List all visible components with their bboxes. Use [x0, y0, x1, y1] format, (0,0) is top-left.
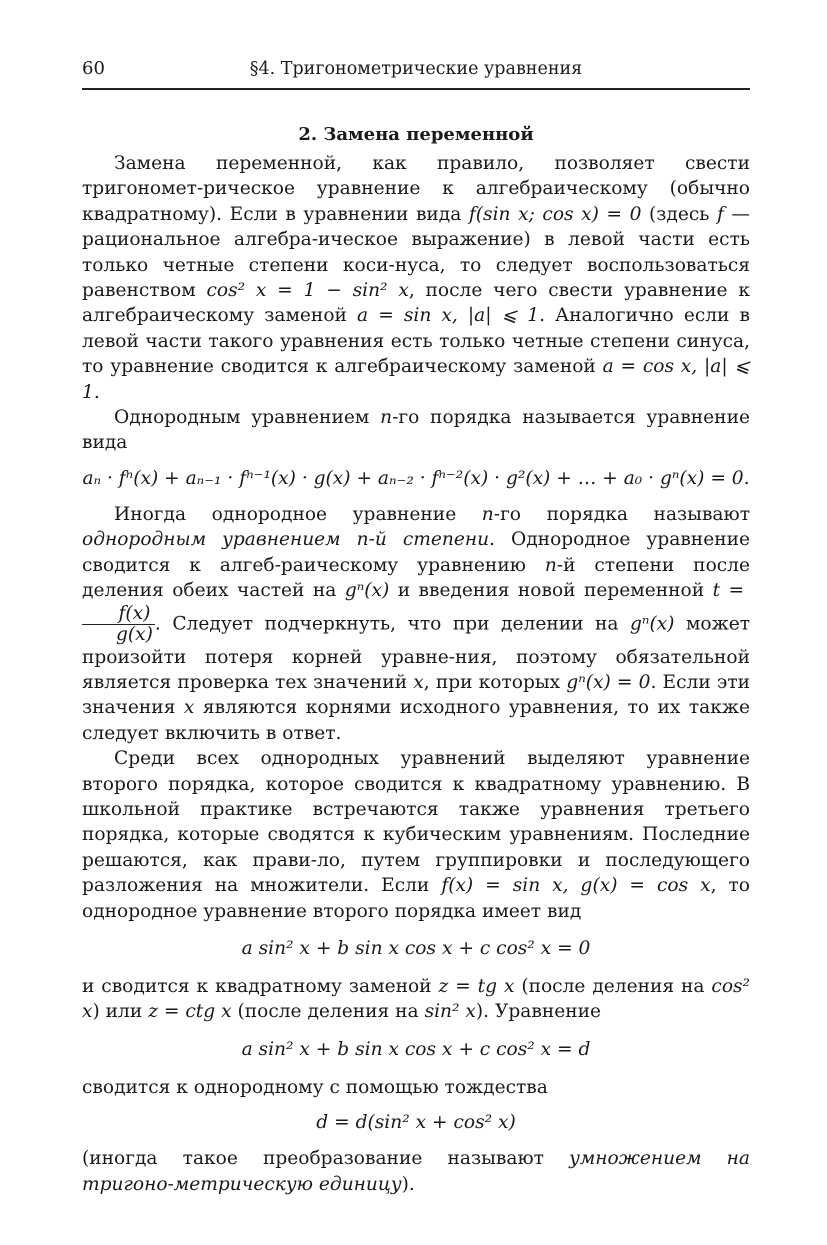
equation-identity: d = d(sin² x + cos² x) — [316, 1112, 516, 1134]
running-header — [82, 58, 750, 90]
page-number: 60 — [82, 58, 105, 79]
fraction-f-over-g: $\frac{f(x)}{g(x)}$ — [82, 604, 155, 645]
page — [82, 58, 750, 1197]
equation-homogeneous-general: aₙ · fⁿ(x) + aₙ₋₁ · fⁿ⁻¹(x) · g(x) + aₙ₋₂ · fⁿ⁻²(x) · g²(x) + … + a₀ · gⁿ(x) = 0. — [82, 467, 750, 489]
paragraph-6: сводится к однородному с помощью тождества — [82, 1076, 548, 1098]
paragraph-4: Среди всех однородных уравнений выделяют уравнение второго порядка, которое сводится к квадратному уравнению. В школьной практике встречаются также уравнения третьего порядка, которые сводятся к кубическим уравнениям. Последние решаются, как прави-ло, путем группировки и последующего разложения на множители. Если f(x) = sin x, g(x) = cos x, то однородное уравнение второго порядка имеет вид — [82, 748, 750, 922]
section-title: 2. Замена переменной — [298, 124, 534, 145]
running-title: §4. Тригонометрические уравнения — [249, 59, 583, 79]
paragraph-5: и сводится к квадратному заменой z = tg x (после деления на cos² x) или z = ctg x (после деления на sin² x). Уравнение — [82, 975, 751, 1023]
paragraph-1: Замена переменной, как правило, позволяет свести тригономет-рическое уравнение к алгебраическому (обычно квадратному). Если в уравнении вида f(sin x; cos x) = 0 (здесь f — рациональное алгебра-ическое выражение) в левой части есть только четные степени коси-нуса, то следует воспользоваться равенством cos² x = 1 − sin² x, после чего свести уравнение к алгебраическому заменой a = sin x, |a| ⩽ 1. Аналогично если в левой части такого уравнения есть только четные степени синуса, то уравнение сводится к алгебраическому заменой a = cos x, |a| ⩽ 1. — [82, 153, 751, 403]
paragraph-2: Однородным уравнением n-го порядка называется уравнение вида — [82, 407, 750, 454]
equation-second-order: a sin² x + b sin x cos x + c cos² x = 0 — [241, 937, 591, 959]
equation-second-order-d: a sin² x + b sin x cos x + c cos² x = d — [241, 1038, 591, 1060]
paragraph-3: Иногда однородное уравнение n-го порядка называют однородным уравнением n-й степени. Однородное уравнение сводится к алгеб-раическому уравнению n-й степени после деления обеих частей на gⁿ(x) и введения новой переменной t = $\frac{f(x)}{g(x)}$ . Следует подчеркнуть, что при делении на gⁿ(x) может произойти потеря корней уравне-ния, поэтому обязательной является проверка тех значений x, при которых gⁿ(x) = 0. Если эти значения x являются корнями исходного уравнения, то их также следует включить в ответ. — [82, 503, 750, 744]
paragraph-7: (иногда такое преобразование называют умножением на тригоно-метрическую единицу). — [82, 1148, 750, 1195]
